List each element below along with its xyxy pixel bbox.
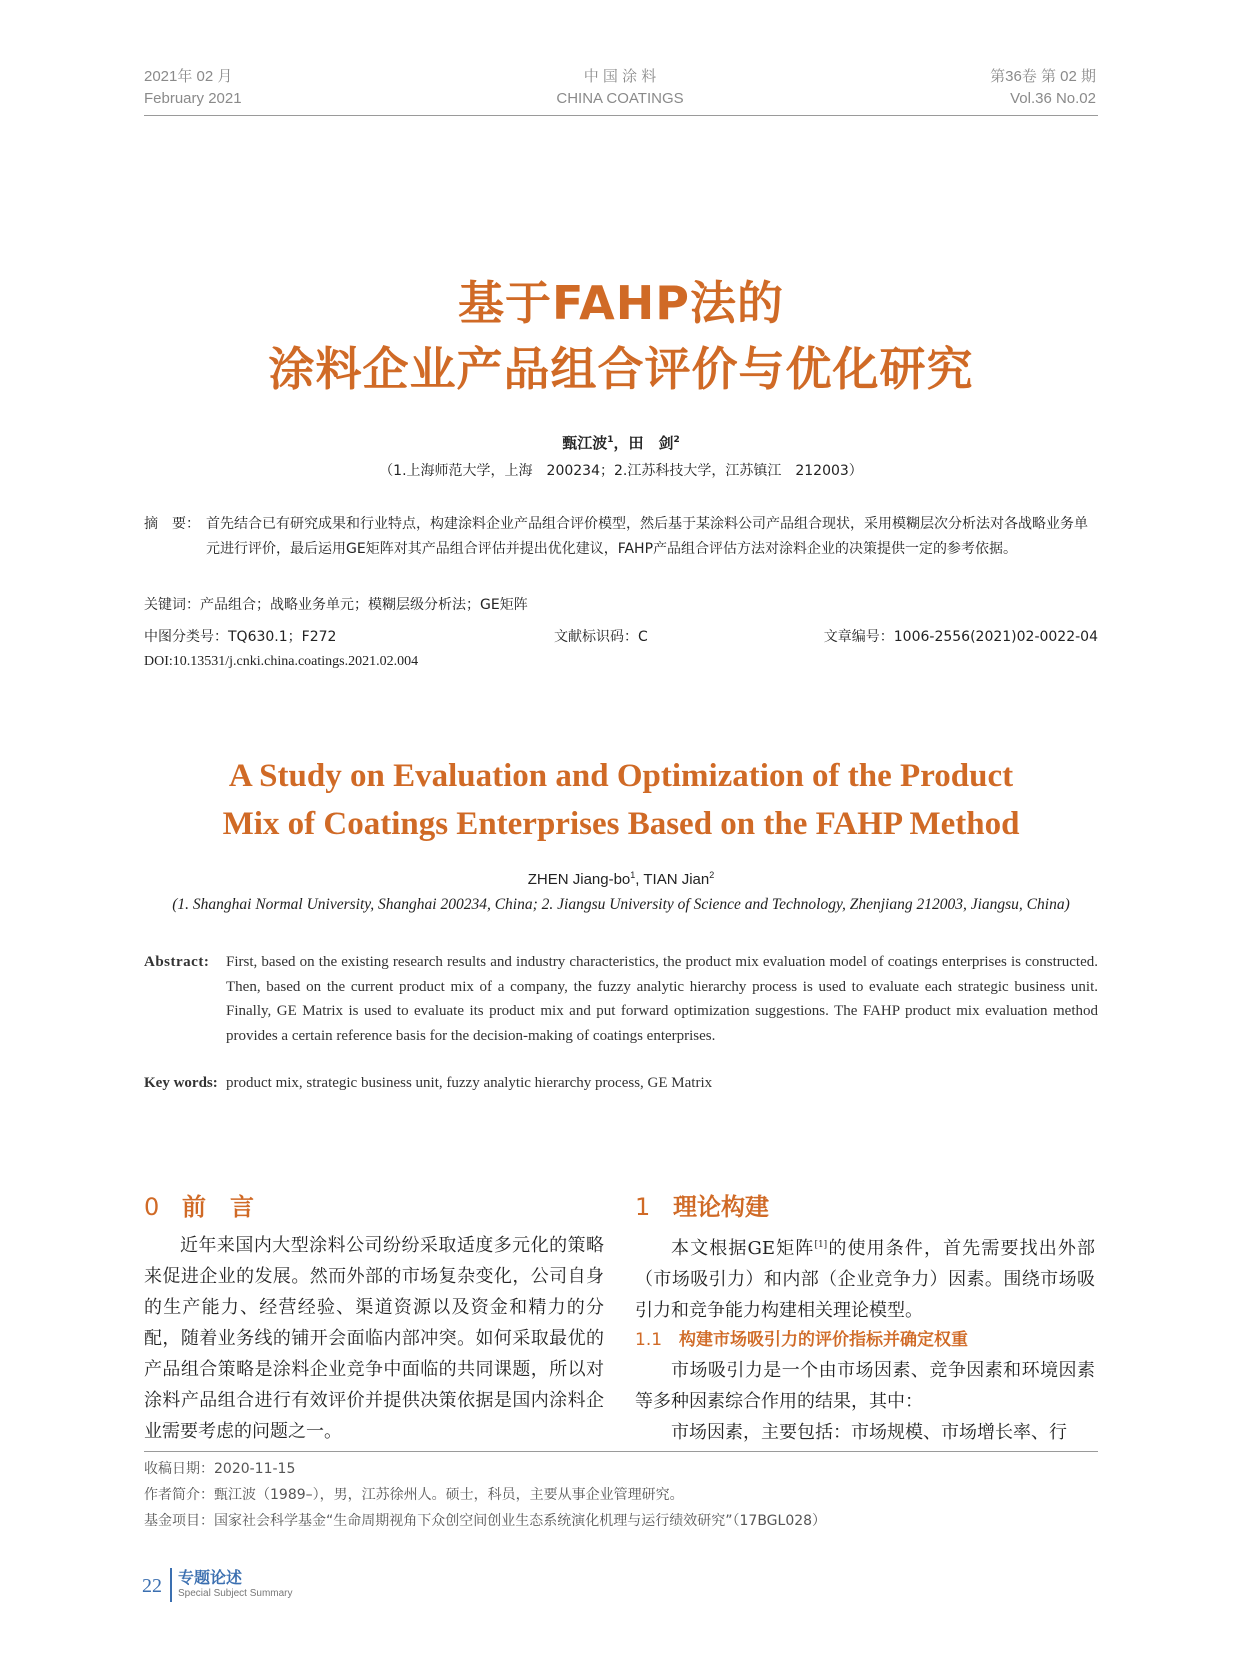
title-cn (144, 270, 1098, 402)
title-en-line2: Mix of Coatings Enterprises Based on the FAHP Method (222, 806, 1020, 842)
running-header-volume (990, 66, 1096, 110)
body-column-left (144, 1190, 604, 1447)
section-1-paragraph-2: 市场吸引力是一个由市场因素、竞争因素和环境因素等多种因素综合作用的结果，其中： (635, 1360, 1095, 1412)
author-cn-1-sup: 1 (607, 435, 614, 445)
keywords-cn: 关键词：产品组合；战略业务单元；模糊层级分析法；GE矩阵 (144, 597, 528, 613)
author-en-1: ZHEN Jiang-bo (527, 871, 631, 888)
section-0-number: 0 (144, 1193, 160, 1221)
keywords-en-label: Key words: (144, 1075, 218, 1091)
title-cn-line2: 涂料企业产品组合评价与优化研究 (268, 342, 974, 396)
abstract-en-text: First, based on the existing research results and industry characteristics, the product mix evaluation model of coatings enterprises is constructed. Then, based on the current product mix of a company, the fuzzy analytic hierarchy process is used to evaluate each strategic business unit. Finally, GE Matrix is used to evaluate its product mix and put forward optimization suggestions. The FAHP product mix evaluation method provides a certain reference basis for the decision-making of coatings enterprises. (226, 954, 1098, 1044)
section-1-title: 理论构建 (673, 1193, 769, 1221)
author-cn-2: 田 剑 (628, 434, 674, 452)
section-0-title: 前 言 (182, 1193, 254, 1221)
column-name-cn: 专题论述 (178, 1568, 243, 1587)
document-code: 文献标识码：C (554, 629, 648, 645)
section-0-heading (144, 1190, 604, 1224)
abstract-en-label: Abstract: (144, 954, 210, 970)
citation-ref-1: [1] (814, 1240, 828, 1250)
header-volume-en: Vol.36 No.02 (1010, 90, 1096, 107)
header-journal-cn: 中 国 涂 料 (583, 68, 657, 85)
abstract-cn-label: 摘 要： (144, 516, 200, 532)
header-divider (144, 115, 1098, 116)
affiliation-en: (1. Shanghai Normal University, Shanghai 200234, China; 2. Jiangsu University of Science and Technology, Zhenjiang 212003, Jiangsu, China) (172, 896, 1070, 913)
author-cn-2-sup: 2 (673, 435, 680, 445)
footnote-fund: 基金项目：国家社会科学基金“生命周期视角下众创空间创业生态系统演化机理与运行绩效研究”（17BGL028） (144, 1513, 827, 1529)
page-number: 22 (142, 1575, 162, 1597)
footer-bar (170, 1568, 172, 1602)
subsection-1-1-heading (635, 1326, 1095, 1355)
section-1-heading (635, 1190, 1095, 1224)
section-1-para1-b: 的使用条件，首先需要找出外部（市场吸引力）和内部（企业竞争力）因素。围绕市场吸引力和竞争能力构建相关理论模型。 (635, 1238, 1095, 1321)
keywords-en (144, 1075, 1098, 1092)
section-1-paragraph-3: 市场因素，主要包括：市场规模、市场增长率、行 (671, 1422, 1067, 1443)
authors-cn (144, 432, 1098, 453)
article-number: 文章编号：1006-2556(2021)02-0022-04 (823, 629, 1098, 645)
title-cn-line1: 基于FAHP法的 (458, 276, 784, 330)
keywords-en-text: product mix, strategic business unit, fuzzy analytic hierarchy process, GE Matrix (226, 1075, 713, 1091)
author-en-1-sup: 1 (630, 870, 636, 880)
subsection-1-1-number: 1.1 (635, 1330, 663, 1350)
author-en-2: TIAN Jian (643, 871, 710, 888)
clc-number: 中图分类号：TQ630.1；F272 (144, 629, 337, 645)
author-cn-sep: ， (613, 434, 629, 452)
footnote-received: 收稿日期：2020-11-15 (144, 1461, 296, 1477)
affiliation-cn: （1.上海师范大学，上海 200234；2.江苏科技大学，江苏镇江 212003） (379, 463, 863, 479)
title-en-line1: A Study on Evaluation and Optimization of the Product (228, 758, 1014, 794)
abstract-cn-text: 首先结合已有研究成果和行业特点，构建涂料企业产品组合评价模型，然后基于某涂料公司产品组合现状，采用模糊层次分析法对各战略业务单元进行评价，最后运用GE矩阵对其产品组合评估并提出优化建议，FAHP产品组合评估方法对涂料企业的决策提供一定的参考依据。 (206, 516, 1088, 557)
author-en-2-sup: 2 (709, 870, 715, 880)
author-en-sep: , (635, 871, 644, 888)
footnote-divider (144, 1451, 1098, 1452)
section-0-paragraph: 近年来国内大型涂料公司纷纷采取适度多元化的策略来促进企业的发展。然而外部的市场复杂变化，公司自身的生产能力、经营经验、渠道资源以及资金和精力的分配，随着业务线的铺开会面临内部冲突。如何采取最优的产品组合策略是涂料企业竞争中面临的共同课题，所以对涂料产品组合进行有效评价并提供决策依据是国内涂料企业需要考虑的问题之一。 (144, 1235, 604, 1442)
header-volume-cn: 第36卷 第 02 期 (990, 68, 1096, 85)
running-header-journal (500, 66, 740, 110)
footnote-author-bio: 作者简介：甄江波（1989–），男，江苏徐州人。硕士，科员，主要从事企业管理研究。 (144, 1487, 684, 1503)
header-date-en: February 2021 (144, 90, 242, 107)
section-1-para1-a: 本文根据GE矩阵 (671, 1238, 815, 1259)
abstract-cn (144, 512, 1098, 562)
abstract-en (144, 950, 1098, 1048)
doi: DOI:10.13531/j.cnki.china.coatings.2021.02.004 (144, 654, 419, 669)
running-header-date (144, 66, 242, 110)
title-en (144, 752, 1098, 848)
section-1-paragraph-1 (635, 1230, 1095, 1326)
column-name-en: Special Subject Summary (178, 1588, 293, 1599)
author-cn-1: 甄江波 (562, 434, 608, 452)
classification-row (144, 626, 1098, 648)
authors-en (144, 870, 1098, 888)
section-1-number: 1 (635, 1193, 651, 1221)
body-column-right (635, 1190, 1095, 1448)
header-journal-en: CHINA COATINGS (556, 90, 684, 107)
subsection-1-1-title: 构建市场吸引力的评价指标并确定权重 (679, 1330, 968, 1350)
header-date-cn: 2021年 02 月 (144, 68, 233, 85)
